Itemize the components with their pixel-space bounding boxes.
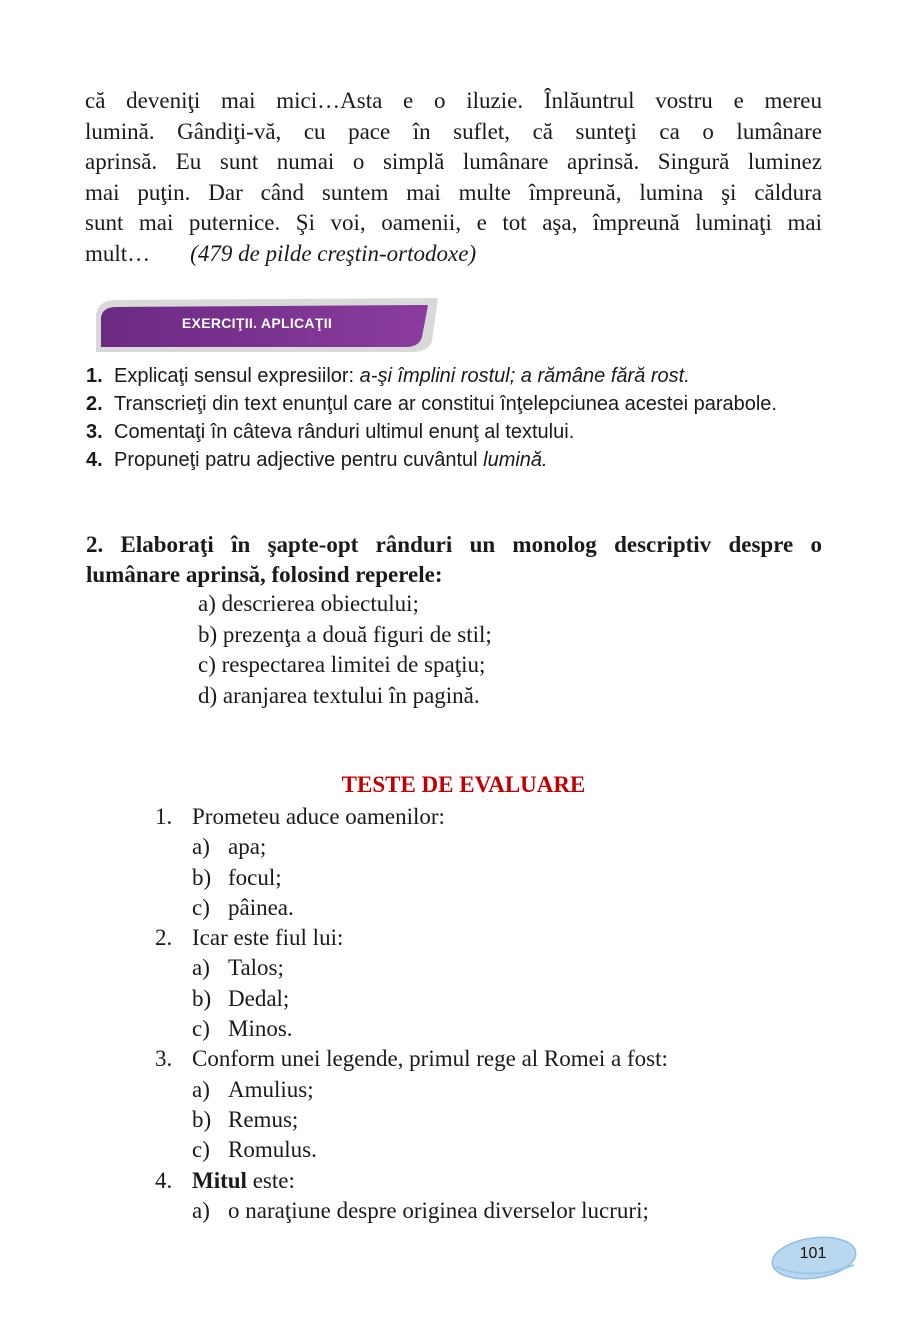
task-heading [86,530,822,590]
task-line: lumânare aprinsă, folosind reperele: [86,562,443,587]
intro-line: lumină. Gândiţi-vă, cu pace în suflet, că sunteţi ca o lumânare [85,118,822,144]
option-letter: b) [192,985,212,1011]
tests-title: TESTE DE EVALUARE [341,772,586,797]
exercises-list [86,362,822,474]
question [155,802,668,832]
question [155,1166,668,1196]
intro-line: sunt mai puternice. Şi voi, oamenii, e tot aşa, împreună luminaţi mai [85,210,822,236]
repere-item: d) aranjarea textului în pagină. [198,682,480,708]
repere-item: b) prezenţa a două figuri de stil; [198,621,492,647]
option [155,1014,668,1044]
option-letter: a) [192,955,210,981]
question-text: este: [246,1167,295,1193]
option [155,832,668,862]
task-line: 2. Elaboraţi în şapte-opt rânduri un monolog descriptiv despre o [86,532,822,557]
exercise-number: 4. [86,449,103,471]
intro-line: că deveniţi mai mici…Asta e o iluzie. Înlăuntrul vostru e mereu [85,88,822,113]
intro-line: mai puţin. Dar când suntem mai multe împreună, lumina şi căldura [85,179,822,205]
task-reperes [198,589,492,711]
repere-item: a) descrierea obiectului; [198,591,419,616]
option-letter: a) [192,1197,210,1223]
repere-item: c) respectarea limitei de spaţiu; [198,652,486,677]
exercise-item [86,390,822,418]
option-letter: c) [192,894,210,920]
option [155,1075,668,1105]
exercise-text: Comentaţi în câteva rânduri ultimul enunţ al textului. [114,421,575,443]
option [155,1135,668,1165]
option [155,953,668,983]
exercise-item [86,362,822,390]
exercise-number: 1. [86,365,103,387]
exercise-item [86,446,822,474]
exercise-number: 2. [86,393,103,415]
intro-last-text: mult… [85,240,151,266]
exercise-italic: lumină. [483,449,548,471]
option-letter: b) [192,1106,212,1132]
exercise-italic: a-şi împlini rostul; a rămâne fără rost. [359,365,690,387]
exercises-banner [92,297,440,355]
option-letter: c) [192,1137,210,1163]
option-text: Minos. [228,1016,293,1042]
question-text: Conform unei legende, primul rege al Romei a fost: [192,1046,668,1072]
question-text: Icar este fiul lui: [192,925,344,951]
question-number: 4. [155,1167,173,1193]
option-text: o naraţiune despre originea diverselor lucruri; [228,1197,649,1223]
question [155,1044,668,1074]
question-text: Prometeu aduce oamenilor: [192,804,445,829]
intro-citation: (479 de pilde creştin-ortodoxe) [190,240,477,266]
option [155,893,668,923]
question-number: 1. [155,804,173,829]
option-text: Dedal; [228,985,290,1011]
page-number: 101 [799,1245,827,1262]
option [155,984,668,1014]
exercise-text: Explicaţi sensul expresiilor: [114,365,360,387]
exercise-text: Transcrieţi din text enunţul care ar constitui înţelepciunea acestei parabole. [114,393,777,415]
intro-last-line [85,239,822,270]
option-text: Talos; [228,955,284,981]
intro-paragraph [85,86,822,270]
exercise-text: Propuneţi patru adjective pentru cuvântul [114,449,484,471]
option [155,1105,668,1135]
option-text: Remus; [228,1106,299,1132]
option-text: apa; [228,834,267,860]
option-letter: a) [192,1076,210,1102]
intro-line: aprinsă. Eu sunt numai o simplă lumânare aprinsă. Singură luminez [85,149,822,175]
option-text: focul; [228,864,282,890]
option [155,863,668,893]
question [155,923,668,953]
option-text: pâinea. [228,894,294,920]
option [155,1196,668,1226]
option-text: Romulus. [228,1137,317,1163]
question-number: 3. [155,1046,173,1072]
option-letter: b) [192,864,212,890]
exercise-number: 3. [86,421,103,443]
tests-list [155,802,668,1226]
option-text: Amulius; [228,1076,314,1102]
exercise-item [86,418,822,446]
question-bold-term: Mitul [192,1167,247,1193]
option-letter: a) [192,834,210,860]
question-number: 2. [155,925,173,951]
banner-label: EXERCIŢII. APLICAŢII [181,315,333,331]
option-letter: c) [192,1016,210,1042]
